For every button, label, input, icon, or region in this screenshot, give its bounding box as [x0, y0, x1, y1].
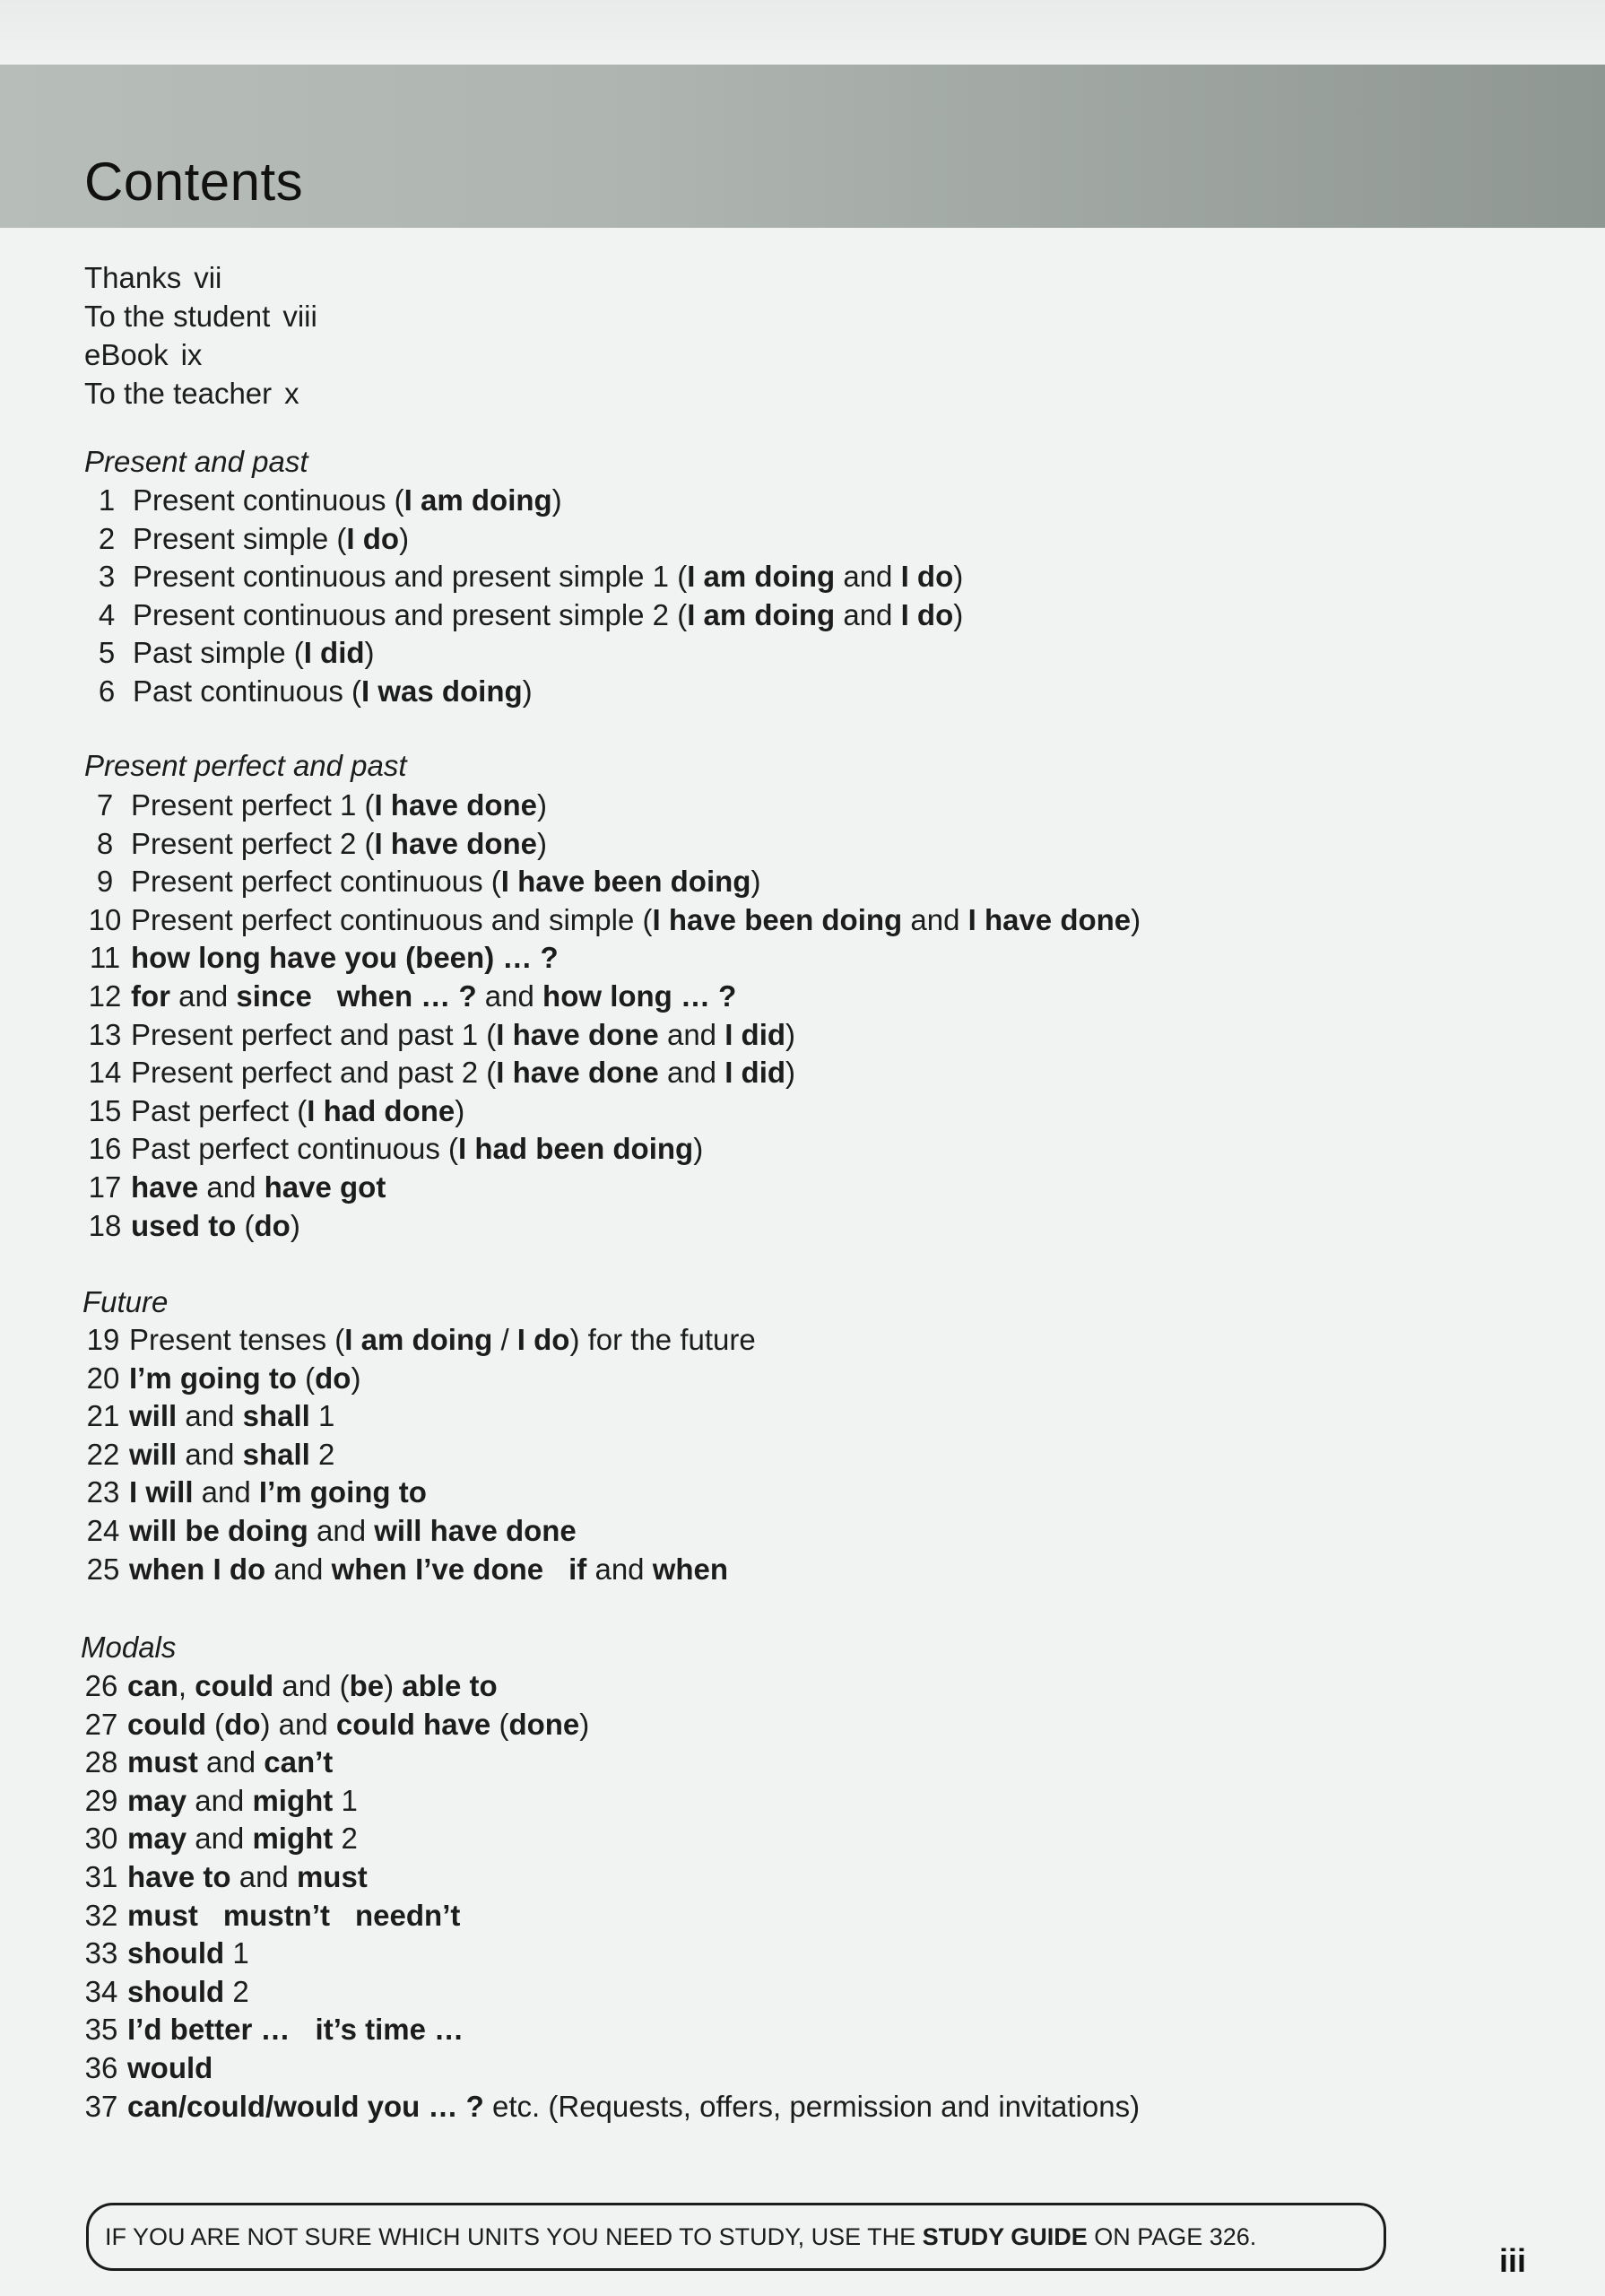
- unit-number: 26: [84, 1669, 118, 1702]
- unit-number: 37: [84, 2090, 118, 2123]
- unit-title-bold: I have been doing: [652, 903, 903, 936]
- unit-title-text: Present perfect continuous (: [131, 865, 501, 898]
- unit-title-text: and: [187, 1822, 253, 1855]
- unit-number: 1: [98, 483, 116, 517]
- unit-title-bold: I have done: [967, 903, 1132, 936]
- unit-title-bold: must: [127, 1899, 198, 1932]
- unit-title-bold: I do: [516, 1323, 570, 1356]
- unit-title-bold: I have done: [496, 1056, 659, 1089]
- unit-title-bold: have: [131, 1170, 199, 1204]
- unit-title-text: (: [296, 1361, 316, 1395]
- unit-title-text: ): [785, 1018, 796, 1051]
- unit-number: 32: [84, 1899, 118, 1932]
- unit-title-bold: shall: [242, 1399, 310, 1432]
- unit-title-bold: will be doing: [129, 1514, 308, 1547]
- unit-entry[interactable]: [79, 1129, 703, 1168]
- unit-entry[interactable]: [79, 938, 559, 977]
- unit-title-text: etc. (Requests, offers, permission and invitations): [483, 2090, 1141, 2123]
- unit-entry[interactable]: [79, 900, 1141, 939]
- unit-title-bold: able to: [402, 1669, 498, 1702]
- unit-entry[interactable]: [79, 786, 547, 824]
- unit-number: 14: [88, 1056, 122, 1089]
- unit-title-bold: I have done: [374, 827, 538, 860]
- unit-title-text: ): [364, 636, 375, 669]
- unit-title-text: Past simple (: [133, 636, 304, 669]
- unit-title-text: ): [455, 1094, 465, 1127]
- unit-number: 29: [84, 1784, 118, 1817]
- unit-entry[interactable]: [75, 1666, 498, 1705]
- unit-entry[interactable]: [75, 2010, 464, 2048]
- unit-title-text: and (: [273, 1669, 350, 1702]
- unit-title-text: Present tenses (: [129, 1323, 345, 1356]
- unit-entry[interactable]: [75, 1819, 358, 1857]
- front-matter-page: viii: [282, 300, 317, 333]
- unit-title-bold: do: [254, 1209, 291, 1242]
- unit-entry[interactable]: [75, 1896, 460, 1935]
- unit-title-text: ): [384, 1669, 403, 1702]
- unit-title-text: and: [265, 1552, 332, 1586]
- unit-title-bold: I am doing: [687, 598, 836, 631]
- unit-number: 34: [84, 1975, 118, 2008]
- front-matter-page: x: [284, 377, 299, 410]
- unit-number: 7: [96, 788, 114, 822]
- unit-title-text: Present perfect and past 2 (: [131, 1056, 497, 1089]
- unit-title-text: 2: [309, 1438, 335, 1471]
- front-matter-item[interactable]: [84, 374, 317, 413]
- unit-title-text: ): [750, 865, 761, 898]
- unit-title-text: (: [206, 1708, 225, 1741]
- unit-title-bold: do: [224, 1708, 261, 1741]
- unit-title-text: 1: [333, 1784, 358, 1817]
- unit-title-text: 2: [224, 1975, 249, 2008]
- unit-title-text: and: [193, 1475, 259, 1509]
- unit-title-text: and: [835, 560, 901, 593]
- unit-title-text: Present simple (: [133, 522, 347, 555]
- section-heading: Present and past: [84, 445, 308, 478]
- unit-title-bold: must: [296, 1860, 368, 1893]
- unit-number: 27: [84, 1708, 118, 1741]
- unit-title-text: Present continuous and present simple 2 (: [133, 598, 688, 631]
- unit-title-text: ): [953, 598, 964, 631]
- unit-title-text: Present continuous (: [133, 483, 404, 517]
- unit-entry[interactable]: [81, 519, 409, 558]
- unit-number: 35: [84, 2013, 118, 2046]
- unit-number: 19: [86, 1323, 120, 1356]
- unit-entry[interactable]: [79, 1053, 795, 1091]
- unit-entry[interactable]: [79, 862, 760, 900]
- unit-number: 16: [88, 1132, 122, 1165]
- page-number: iii: [1499, 2242, 1527, 2279]
- unit-title-bold: I was doing: [360, 674, 523, 708]
- unit-title-bold: if: [568, 1552, 587, 1586]
- unit-title-text: and: [197, 1745, 265, 1779]
- unit-title-text: /: [492, 1323, 517, 1356]
- unit-title-bold: when … ?: [336, 979, 477, 1013]
- unit-entry[interactable]: [75, 1743, 333, 1781]
- unit-entry[interactable]: [81, 596, 963, 634]
- unit-title-text: and: [658, 1018, 725, 1051]
- unit-title-text: and: [170, 979, 237, 1013]
- unit-title-bold: do: [315, 1361, 351, 1395]
- unit-title-text: (: [490, 1708, 509, 1741]
- unit-title-text: Present perfect 2 (: [131, 827, 375, 860]
- unit-entry[interactable]: [81, 633, 375, 672]
- unit-title-bold: I’m going to: [258, 1475, 427, 1509]
- front-matter-label: To the teacher: [84, 377, 273, 410]
- unit-number: 4: [98, 598, 116, 631]
- unit-entry[interactable]: [79, 1091, 464, 1130]
- unit-title-bold: I’m going to: [129, 1361, 297, 1395]
- front-matter-label: Thanks: [84, 261, 182, 294]
- front-matter-item[interactable]: [84, 297, 317, 335]
- unit-number: 11: [89, 941, 121, 974]
- page-top-edge: [0, 0, 1605, 63]
- unit-title-bold: I will: [129, 1475, 194, 1509]
- unit-title-bold: will: [129, 1438, 178, 1471]
- front-matter-item[interactable]: [84, 335, 317, 374]
- unit-entry[interactable]: [77, 1473, 427, 1511]
- page-title: Contents: [84, 152, 304, 213]
- unit-number: 22: [86, 1438, 120, 1471]
- unit-entry[interactable]: [77, 1511, 577, 1550]
- section-heading: Present perfect and past: [84, 749, 407, 782]
- study-guide-link[interactable]: STUDY GUIDE: [922, 2223, 1088, 2250]
- unit-title-text: ): [351, 1361, 361, 1395]
- unit-entry[interactable]: [81, 481, 562, 519]
- unit-title-bold: be: [349, 1669, 385, 1702]
- unit-title-bold: I have done: [374, 788, 538, 822]
- unit-number: 28: [84, 1745, 118, 1779]
- unit-title-bold: I have done: [496, 1018, 659, 1051]
- unit-number: 15: [88, 1094, 122, 1127]
- unit-title-bold: I am doing: [687, 560, 836, 593]
- unit-title-bold: have got: [264, 1170, 386, 1204]
- unit-title-text: and: [902, 903, 968, 936]
- unit-entry[interactable]: [75, 1857, 368, 1896]
- unit-title-bold: I had been doing: [458, 1132, 694, 1165]
- front-matter-item[interactable]: [84, 258, 317, 297]
- unit-title-text: Past continuous (: [133, 674, 361, 708]
- unit-title-bold: mustn’t: [222, 1899, 331, 1932]
- unit-title-bold: have to: [127, 1860, 231, 1893]
- front-matter-page: ix: [180, 338, 203, 371]
- unit-entry[interactable]: [77, 1550, 728, 1588]
- unit-entry[interactable]: [77, 1396, 334, 1435]
- front-matter-label: To the student: [84, 300, 271, 333]
- unit-number: 31: [84, 1860, 118, 1893]
- unit-title-bold: can: [127, 1669, 178, 1702]
- unit-title-text: ): [537, 827, 548, 860]
- unit-title-bold: may: [127, 1822, 187, 1855]
- unit-title-text: ): [785, 1056, 796, 1089]
- unit-number: 5: [98, 636, 116, 669]
- section-heading: Future: [82, 1285, 169, 1318]
- unit-title-bold: will have done: [374, 1514, 577, 1547]
- unit-title-bold: should: [127, 1936, 225, 1970]
- unit-entry[interactable]: [75, 2048, 213, 2087]
- unit-entry[interactable]: [75, 2087, 1140, 2126]
- unit-title-text: ): [693, 1132, 704, 1165]
- unit-title-bold: when I do: [129, 1552, 266, 1586]
- unit-number: 20: [86, 1361, 120, 1395]
- unit-title-text: ): [399, 522, 410, 555]
- unit-title-bold: I do: [346, 522, 400, 555]
- unit-title-bold: I do: [900, 598, 954, 631]
- unit-title-bold: I did: [724, 1056, 786, 1089]
- unit-title-text: 1: [224, 1936, 249, 1970]
- study-guide-note-text: IF YOU ARE NOT SURE WHICH UNITS YOU NEED TO STUDY, USE THE: [105, 2223, 923, 2250]
- unit-entry[interactable]: [75, 1781, 358, 1820]
- unit-title-bold: should: [127, 1975, 225, 2008]
- unit-title-text: and: [476, 979, 543, 1013]
- unit-number: 25: [86, 1552, 120, 1586]
- unit-title-bold: I am doing: [344, 1323, 493, 1356]
- unit-entry[interactable]: [77, 1320, 756, 1359]
- unit-title-text: ): [1131, 903, 1141, 936]
- unit-entry[interactable]: [75, 1705, 589, 1744]
- unit-title-text: ): [551, 483, 562, 517]
- unit-entry[interactable]: [79, 824, 547, 863]
- unit-number: 3: [98, 560, 116, 593]
- unit-title-bold: I had done: [307, 1094, 455, 1127]
- unit-title-bold: I did: [724, 1018, 786, 1051]
- unit-title-text: 2: [333, 1822, 358, 1855]
- unit-number: 33: [84, 1936, 118, 1970]
- unit-title-bold: how long have you (been) … ?: [131, 941, 559, 974]
- front-matter-list: [84, 258, 317, 413]
- unit-title-bold: how long … ?: [542, 979, 737, 1013]
- unit-title-bold: used to: [131, 1209, 237, 1242]
- unit-title-text: Past perfect continuous (: [131, 1132, 459, 1165]
- unit-title-text: ): [579, 1708, 590, 1741]
- unit-number: 12: [88, 979, 122, 1013]
- section-heading: Modals: [81, 1631, 177, 1664]
- unit-title-text: and: [230, 1860, 297, 1893]
- unit-title-text: and: [658, 1056, 725, 1089]
- unit-number: 30: [84, 1822, 118, 1855]
- unit-title-bold: might: [252, 1784, 334, 1817]
- unit-number: 23: [86, 1475, 120, 1509]
- unit-entry[interactable]: [79, 1206, 300, 1245]
- unit-title-text: and: [177, 1438, 243, 1471]
- unit-entry[interactable]: [79, 977, 736, 1015]
- unit-title-bold: will: [129, 1399, 178, 1432]
- unit-title-text: and: [586, 1552, 653, 1586]
- unit-number: 18: [88, 1209, 122, 1242]
- unit-title-text: ): [290, 1209, 300, 1242]
- unit-title-text: Present perfect and past 1 (: [131, 1018, 497, 1051]
- unit-title-bold: I’d better …: [127, 2013, 291, 2046]
- unit-title-bold: could have: [335, 1708, 491, 1741]
- unit-number: 36: [84, 2051, 118, 2084]
- unit-title-text: Present perfect continuous and simple (: [131, 903, 653, 936]
- unit-title-bold: I am doing: [403, 483, 552, 517]
- unit-entry[interactable]: [77, 1359, 360, 1397]
- unit-number: 24: [86, 1514, 120, 1547]
- unit-title-text: Present perfect 1 (: [131, 788, 375, 822]
- unit-title-bold: I did: [303, 636, 365, 669]
- unit-number: 2: [98, 522, 116, 555]
- unit-title-bold: must: [127, 1745, 198, 1779]
- unit-title-text: and: [835, 598, 901, 631]
- unit-number: 17: [88, 1170, 122, 1204]
- unit-title-bold: could: [195, 1669, 274, 1702]
- unit-number: 9: [96, 865, 114, 898]
- unit-title-bold: might: [252, 1822, 334, 1855]
- unit-title-text: and: [308, 1514, 375, 1547]
- unit-title-bold: could: [127, 1708, 206, 1741]
- study-guide-note: [86, 2203, 1386, 2271]
- study-guide-note-page: ON PAGE 326.: [1087, 2223, 1257, 2250]
- unit-title-bold: can/could/would you … ?: [127, 2090, 484, 2123]
- unit-title-text: ): [537, 788, 548, 822]
- unit-title-bold: for: [131, 979, 170, 1013]
- unit-title-text: ) for the future: [569, 1323, 756, 1356]
- unit-title-bold: I do: [900, 560, 954, 593]
- unit-number: 10: [88, 903, 122, 936]
- unit-entry[interactable]: [81, 672, 533, 710]
- unit-title-text: and: [198, 1170, 265, 1204]
- unit-title-bold: it’s time …: [315, 2013, 464, 2046]
- unit-entry[interactable]: [75, 1972, 249, 2011]
- unit-title-bold: I have been doing: [500, 865, 751, 898]
- unit-number: 21: [86, 1399, 120, 1432]
- unit-title-text: ) and: [260, 1708, 336, 1741]
- front-matter-page: vii: [194, 261, 222, 294]
- unit-title-text: and: [177, 1399, 243, 1432]
- unit-title-bold: may: [127, 1784, 187, 1817]
- unit-title-bold: needn’t: [355, 1899, 461, 1932]
- unit-title-bold: would: [127, 2051, 213, 2084]
- unit-entry[interactable]: [75, 1934, 249, 1972]
- unit-entry[interactable]: [79, 1168, 386, 1206]
- unit-title-bold: done: [508, 1708, 580, 1741]
- front-matter-label: eBook: [84, 338, 169, 371]
- unit-title-bold: when I’ve done: [331, 1552, 544, 1586]
- unit-title-text: Past perfect (: [131, 1094, 308, 1127]
- unit-title-bold: since: [236, 979, 312, 1013]
- unit-entry[interactable]: [81, 557, 963, 596]
- unit-number: 8: [96, 827, 114, 860]
- unit-title-text: and: [187, 1784, 253, 1817]
- unit-title-bold: can’t: [264, 1745, 334, 1779]
- unit-title-text: Present continuous and present simple 1 (: [133, 560, 688, 593]
- unit-entry[interactable]: [77, 1435, 334, 1474]
- unit-number: 6: [98, 674, 116, 708]
- unit-entry[interactable]: [79, 1015, 795, 1054]
- unit-title-text: ,: [178, 1669, 195, 1702]
- unit-title-bold: when: [652, 1552, 729, 1586]
- unit-title-text: ): [953, 560, 964, 593]
- unit-title-text: ): [522, 674, 533, 708]
- unit-number: 13: [88, 1018, 122, 1051]
- unit-title-bold: shall: [242, 1438, 310, 1471]
- unit-title-text: (: [236, 1209, 255, 1242]
- unit-title-text: 1: [309, 1399, 335, 1432]
